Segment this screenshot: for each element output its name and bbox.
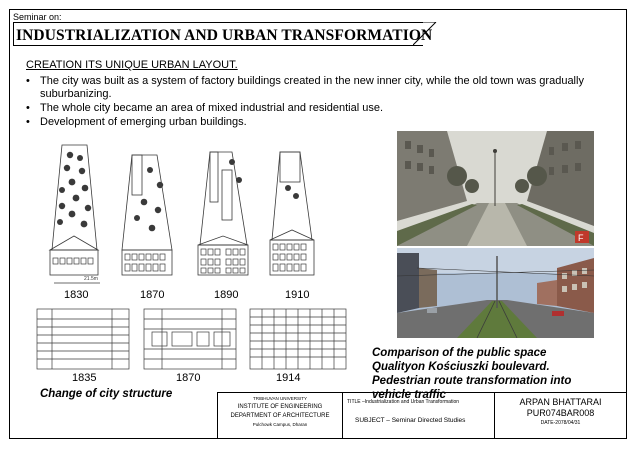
institute-name: INSTITUTE OF ENGINEERING <box>237 404 323 410</box>
structure-caption: Change of city structure <box>40 388 173 400</box>
sketch-1830 <box>50 145 100 283</box>
sketch-year: 1830 <box>64 289 89 301</box>
title-subject-cell <box>342 393 494 439</box>
sketch-year: 1910 <box>285 289 310 301</box>
building-sketches <box>32 140 332 305</box>
scale-label: 21.5m <box>84 276 98 282</box>
photo-mark: F <box>578 233 584 243</box>
author-name: ARPAN BHATTARAI <box>519 397 602 407</box>
institution-cell <box>217 393 342 439</box>
department-name: DEPARTMENT OF ARCHITECTURE <box>230 413 330 419</box>
seminar-label: Seminar on: <box>13 12 62 22</box>
sketch-1910 <box>270 152 314 275</box>
title-line: TITLE –Industrialization and Urban Transformation <box>347 399 459 405</box>
plan-year: 1914 <box>276 372 301 384</box>
page-title: INDUSTRIALIZATION AND URBAN TRANSFORMATION <box>16 27 433 44</box>
university-name: TRIBHUVAN UNIVERSITY <box>253 396 307 401</box>
sketch-year: 1890 <box>214 289 239 301</box>
sketch-year: 1870 <box>140 289 165 301</box>
boulevard-photo-new <box>397 248 594 338</box>
boulevard-photo-old <box>397 131 594 246</box>
plan-1914 <box>250 309 346 369</box>
subject-line: SUBJECT – Seminar Directed Studies <box>355 417 466 424</box>
campus-name: Pulchowk Campus, Dharan <box>252 422 308 427</box>
photo-caption: Comparison of the public space Qualityon Kościuszki boulevard. Pedestrian route transformation into vehicle traffic <box>372 347 572 401</box>
bullet-list <box>26 75 586 130</box>
bullet-item: • The city was built as a system of factory buildings created in the new inner city, while the old town was gradually suburbanizing. <box>26 75 586 101</box>
roll-number: PUR074BAR008 <box>526 408 595 418</box>
plan-year: 1870 <box>176 372 201 384</box>
plan-1870 <box>144 309 236 369</box>
submission-date: DATE-2078/04/31 <box>540 420 581 426</box>
section-heading: CREATION ITS UNIQUE URBAN LAYOUT. <box>26 59 238 71</box>
plan-year: 1835 <box>72 372 97 384</box>
author-cell <box>494 393 626 439</box>
site-plans <box>32 305 352 377</box>
bullet-item: • The whole city became an area of mixed industrial and residential use. <box>26 102 586 115</box>
sketch-1870 <box>122 155 172 275</box>
sketch-1890 <box>198 152 248 275</box>
bullet-item: • Development of emerging urban buildings. <box>26 116 586 129</box>
plan-1835 <box>37 309 129 369</box>
title-block <box>217 392 626 439</box>
